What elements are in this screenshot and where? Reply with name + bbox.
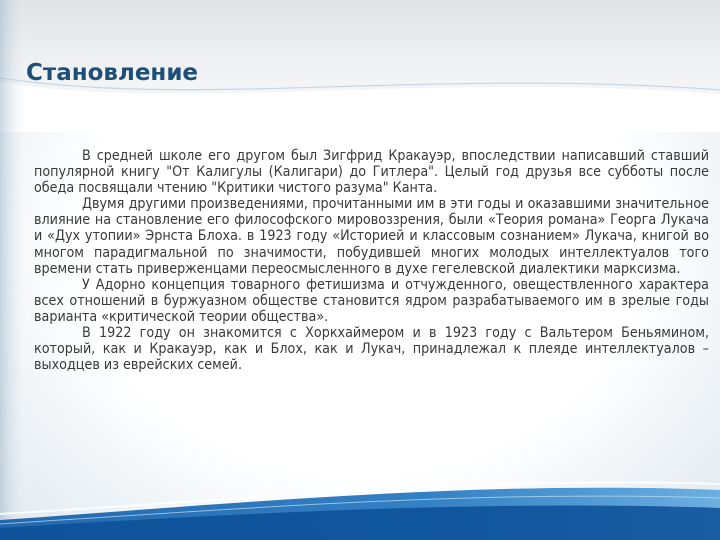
slide-title: Становление <box>26 60 199 86</box>
paragraph: У Адорно концепция товарного фетишизма и отчужденного, овеществленного характера всех отношений в буржуазном обществе становится ядром разрабатываемого им в зрелые годы варианта «критической теории общества». <box>34 276 709 325</box>
slide-body-text <box>34 148 709 373</box>
paragraph: В 1922 году он знакомится с Хоркхаймером и в 1923 году с Вальтером Беньямином, который, как и Кракауэр, как и Блох, как и Лукач, принадлежал к плеяде интеллектуалов – выходцев из еврейских семей. <box>34 325 709 374</box>
paragraph: В средней школе его другом был Зигфрид Кракауэр, впоследствии написавший ставший популярной книгу "От Калигулы (Калигари) до Гитлера". Целый год друзья все субботы после обеда посвящали чтению "Критики чистого разума" Канта. <box>34 148 709 197</box>
paragraph: Двумя другими произведениями, прочитанными им в эти годы и оказавшими значительное влияние на становление его философского мировоззрения, были «Теория романа» Георга Лукача и «Дух утопии» Эрнста Блоха. в 1923 году «Историей и классовым сознанием» Лукача, книгой во многом парадигмальной по значимости, побудившей многих молодых интеллектуалов того времени стать приверженцами переосмысленного в духе гегелевской диалектики марксизма. <box>34 196 709 277</box>
footer-wave-decoration <box>0 450 720 540</box>
